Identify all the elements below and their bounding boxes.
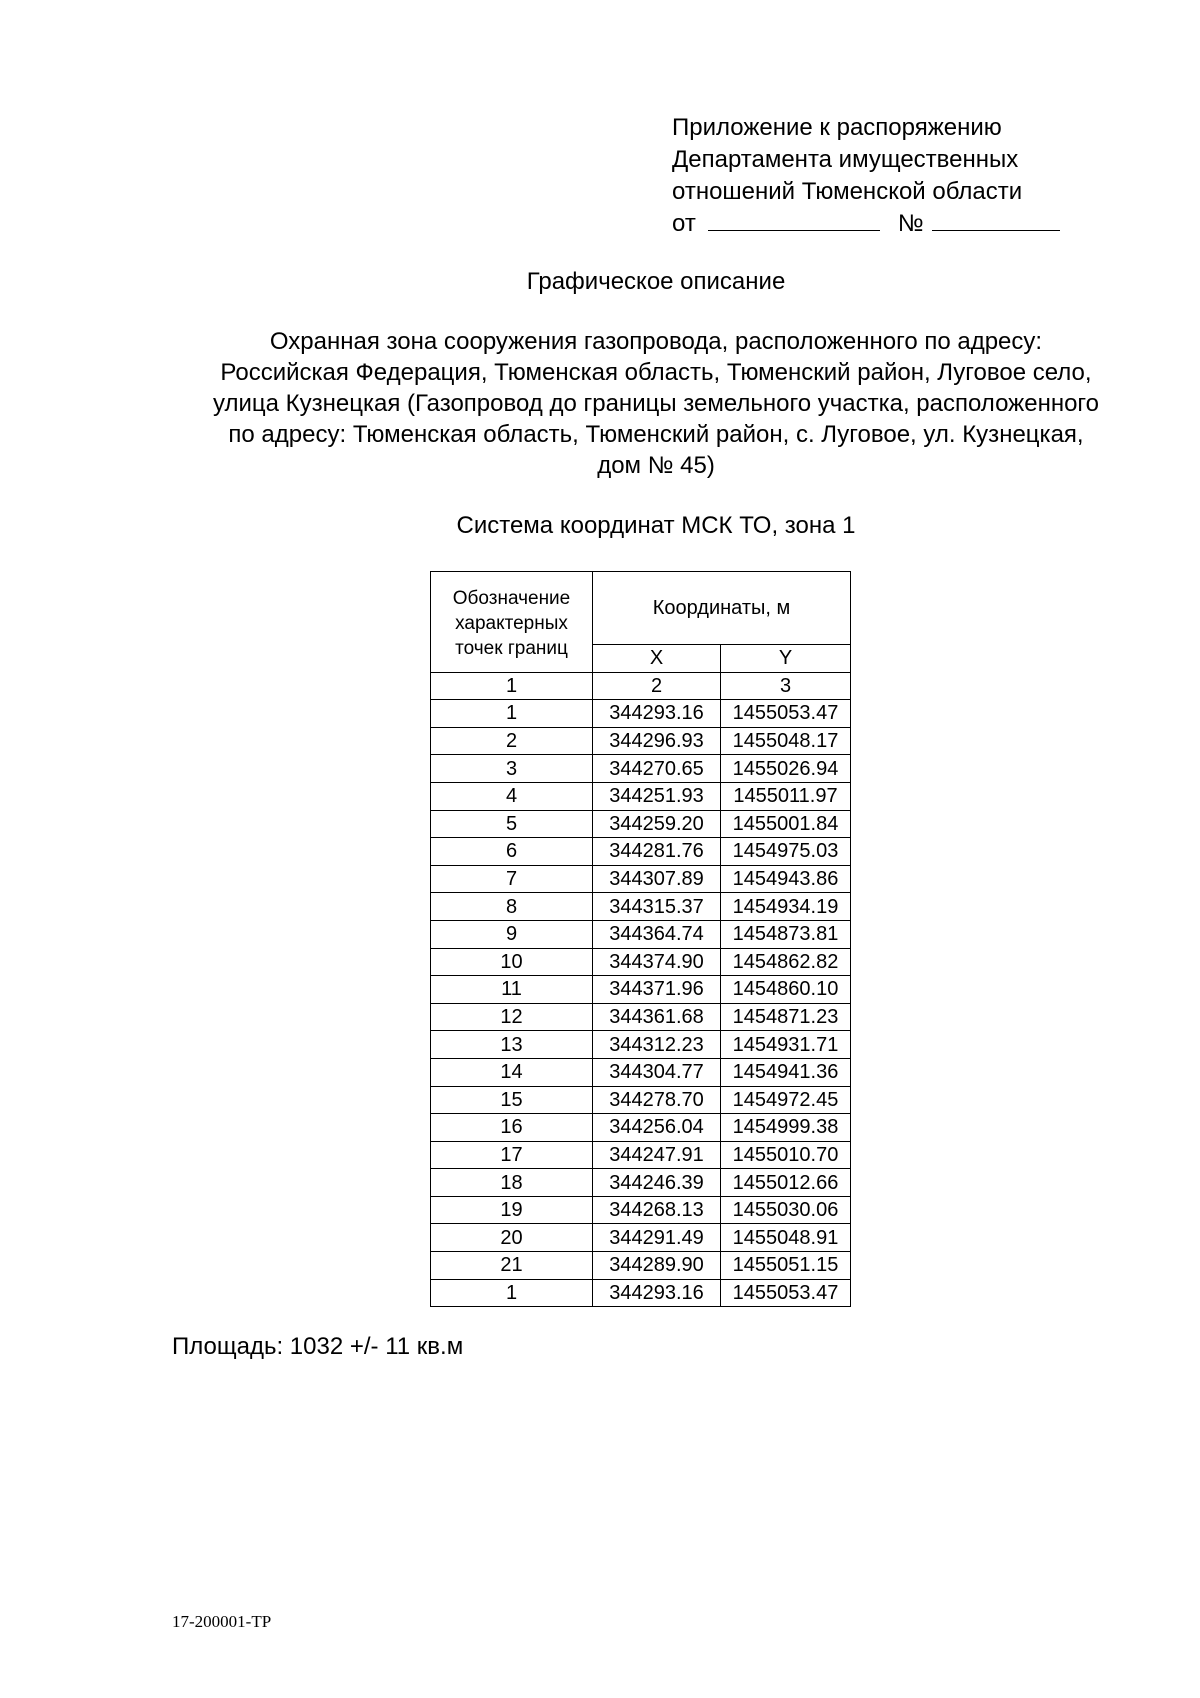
point-number: 20 <box>431 1224 593 1252</box>
point-number: 17 <box>431 1141 593 1169</box>
header-point-label-line: характерных <box>455 613 568 634</box>
coord-y: 1454931.71 <box>721 1031 851 1059</box>
point-number: 15 <box>431 1086 593 1114</box>
table-row <box>431 1086 851 1114</box>
coord-x: 344247.91 <box>593 1141 721 1169</box>
column-number-2: 2 <box>593 672 721 700</box>
point-number: 11 <box>431 976 593 1004</box>
table-row <box>431 1169 851 1197</box>
point-number: 5 <box>431 810 593 838</box>
point-number: 8 <box>431 893 593 921</box>
table-row <box>431 920 851 948</box>
table-row <box>431 865 851 893</box>
coord-y: 1454862.82 <box>721 948 851 976</box>
point-number: 10 <box>431 948 593 976</box>
coord-y: 1454999.38 <box>721 1114 851 1142</box>
header-x: X <box>593 645 721 673</box>
coord-y: 1454941.36 <box>721 1058 851 1086</box>
table-row <box>431 1003 851 1031</box>
area-value: Площадь: 1032 +/- 11 кв.м <box>172 1333 464 1360</box>
attachment-line-1: Приложение к распоряжению <box>672 114 1002 141</box>
attachment-line-3: отношений Тюменской области <box>672 178 1023 205</box>
coord-x: 344296.93 <box>593 727 721 755</box>
point-number: 12 <box>431 1003 593 1031</box>
coord-x: 344293.16 <box>593 1279 721 1307</box>
coord-x: 344361.68 <box>593 1003 721 1031</box>
table-row <box>431 810 851 838</box>
zone-description <box>150 326 1162 481</box>
table-row <box>431 1141 851 1169</box>
coord-y: 1454871.23 <box>721 1003 851 1031</box>
point-number: 16 <box>431 1114 593 1142</box>
table-row <box>431 1252 851 1280</box>
coord-y: 1455001.84 <box>721 810 851 838</box>
coord-y: 1454934.19 <box>721 893 851 921</box>
coord-y: 1455048.91 <box>721 1224 851 1252</box>
coord-y: 1455053.47 <box>721 1279 851 1307</box>
header-y: Y <box>721 645 851 673</box>
table-row <box>431 1031 851 1059</box>
coord-x: 344268.13 <box>593 1196 721 1224</box>
coord-x: 344270.65 <box>593 755 721 783</box>
coord-x: 344374.90 <box>593 948 721 976</box>
coord-x: 344315.37 <box>593 893 721 921</box>
table-row <box>431 893 851 921</box>
coordinate-system: Система координат МСК ТО, зона 1 <box>456 512 856 539</box>
attachment-line-2: Департамента имущественных <box>672 146 1019 173</box>
coord-y: 1455012.66 <box>721 1169 851 1197</box>
header-coordinates: Координаты, м <box>593 572 851 645</box>
point-number: 7 <box>431 865 593 893</box>
coord-y: 1454943.86 <box>721 865 851 893</box>
table-row <box>431 1058 851 1086</box>
point-number: 13 <box>431 1031 593 1059</box>
point-number: 19 <box>431 1196 593 1224</box>
coord-x: 344289.90 <box>593 1252 721 1280</box>
table-row <box>431 1279 851 1307</box>
table-row <box>431 838 851 866</box>
coord-y: 1454873.81 <box>721 920 851 948</box>
coord-x: 344312.23 <box>593 1031 721 1059</box>
table-row <box>431 782 851 810</box>
coord-x: 344246.39 <box>593 1169 721 1197</box>
coord-y: 1454975.03 <box>721 838 851 866</box>
table-row <box>431 755 851 783</box>
point-number: 6 <box>431 838 593 866</box>
coord-y: 1454860.10 <box>721 976 851 1004</box>
coord-x: 344256.04 <box>593 1114 721 1142</box>
zone-description-line: Охранная зона сооружения газопровода, расположенного по адресу: <box>269 328 1043 355</box>
header-point-label-line: Обозначение <box>452 588 571 609</box>
point-number: 21 <box>431 1252 593 1280</box>
table-row <box>431 1114 851 1142</box>
coord-x: 344364.74 <box>593 920 721 948</box>
coord-x: 344281.76 <box>593 838 721 866</box>
point-number: 3 <box>431 755 593 783</box>
point-number: 9 <box>431 920 593 948</box>
zone-description-line: улица Кузнецкая (Газопровод до границы земельного участка, расположенного <box>212 390 1099 417</box>
number-blank <box>932 208 1060 231</box>
table-row <box>431 1196 851 1224</box>
point-number: 1 <box>431 700 593 728</box>
table-row <box>431 976 851 1004</box>
point-number: 18 <box>431 1169 593 1197</box>
coord-x: 344259.20 <box>593 810 721 838</box>
date-number-line <box>672 208 1092 240</box>
coord-x: 344371.96 <box>593 976 721 1004</box>
table-row <box>431 700 851 728</box>
column-number-3: 3 <box>721 672 851 700</box>
coord-y: 1455010.70 <box>721 1141 851 1169</box>
point-number: 14 <box>431 1058 593 1086</box>
point-number: 2 <box>431 727 593 755</box>
footer-code: 17-200001-ТР <box>172 1612 272 1631</box>
coord-y: 1455011.97 <box>721 782 851 810</box>
coord-y: 1455030.06 <box>721 1196 851 1224</box>
attachment-block <box>672 112 1092 240</box>
coordinates-table <box>430 571 851 1307</box>
zone-description-line: по адресу: Тюменская область, Тюменский район, с. Луговое, ул. Кузнецкая, <box>228 421 1084 448</box>
table-row <box>431 727 851 755</box>
point-number: 4 <box>431 782 593 810</box>
table-row <box>431 948 851 976</box>
coord-x: 344293.16 <box>593 700 721 728</box>
column-number-1: 1 <box>431 672 593 700</box>
zone-description-line: Российская Федерация, Тюменская область, Тюменский район, Луговое село, <box>220 359 1092 386</box>
coord-x: 344278.70 <box>593 1086 721 1114</box>
coordinates-table-body <box>431 700 851 1307</box>
coord-y: 1455051.15 <box>721 1252 851 1280</box>
coord-x: 344251.93 <box>593 782 721 810</box>
coord-y: 1455048.17 <box>721 727 851 755</box>
coord-y: 1455026.94 <box>721 755 851 783</box>
point-number: 1 <box>431 1279 593 1307</box>
header-point-label-line: точек границ <box>455 638 568 659</box>
table-row <box>431 1224 851 1252</box>
coord-x: 344307.89 <box>593 865 721 893</box>
zone-description-line: дом № 45) <box>597 452 715 479</box>
coord-x: 344304.77 <box>593 1058 721 1086</box>
number-sign: № <box>897 210 924 237</box>
coord-x: 344291.49 <box>593 1224 721 1252</box>
date-blank <box>708 208 880 231</box>
date-prefix: от <box>672 210 696 237</box>
document-title: Графическое описание <box>526 268 786 295</box>
coord-y: 1454972.45 <box>721 1086 851 1114</box>
coord-y: 1455053.47 <box>721 700 851 728</box>
header-point-label <box>431 572 593 673</box>
